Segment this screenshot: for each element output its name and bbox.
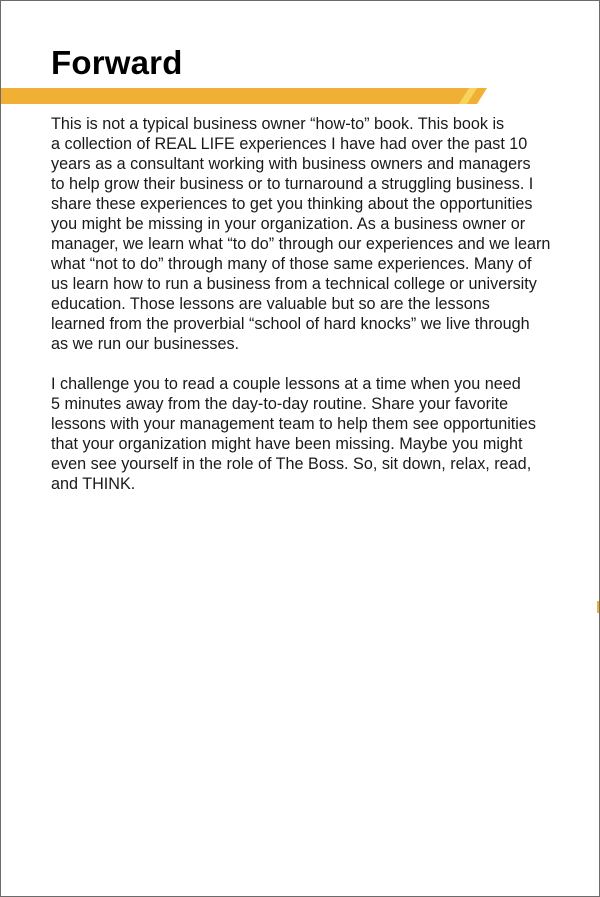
accent-bar — [1, 88, 491, 104]
page-title: Forward — [51, 44, 183, 81]
paragraph-1: This is not a typical business owner “how-to” book. This book is a collection of REAL LIFE experiences I have had over the past 10 years as a consultant working with business owners and managers to help grow their business or to turnaround a struggling business. I share these experiences to get you thinking about the opportunities you might be missing in your organization. As a business owner or manager, we learn what “to do” through our experiences and we learn what “not to do” through many of those same experiences. Many of us learn how to run a business from a technical college or university education. Those lessons are valuable but so are the lessons learned from the proverbial “school of hard knocks” we live through as we run our businesses. — [51, 115, 551, 353]
body-text — [51, 114, 559, 514]
accent-bar-main — [1, 88, 487, 104]
paragraph-2: I challenge you to read a couple lessons at a time when you need 5 minutes away from the day-to-day routine. Share your favorite lessons with your management team to help them see opportunities that your organization might have been missing. Maybe you might even see yourself in the role of The Boss. So, sit down, relax, read, and THINK. — [51, 375, 536, 493]
